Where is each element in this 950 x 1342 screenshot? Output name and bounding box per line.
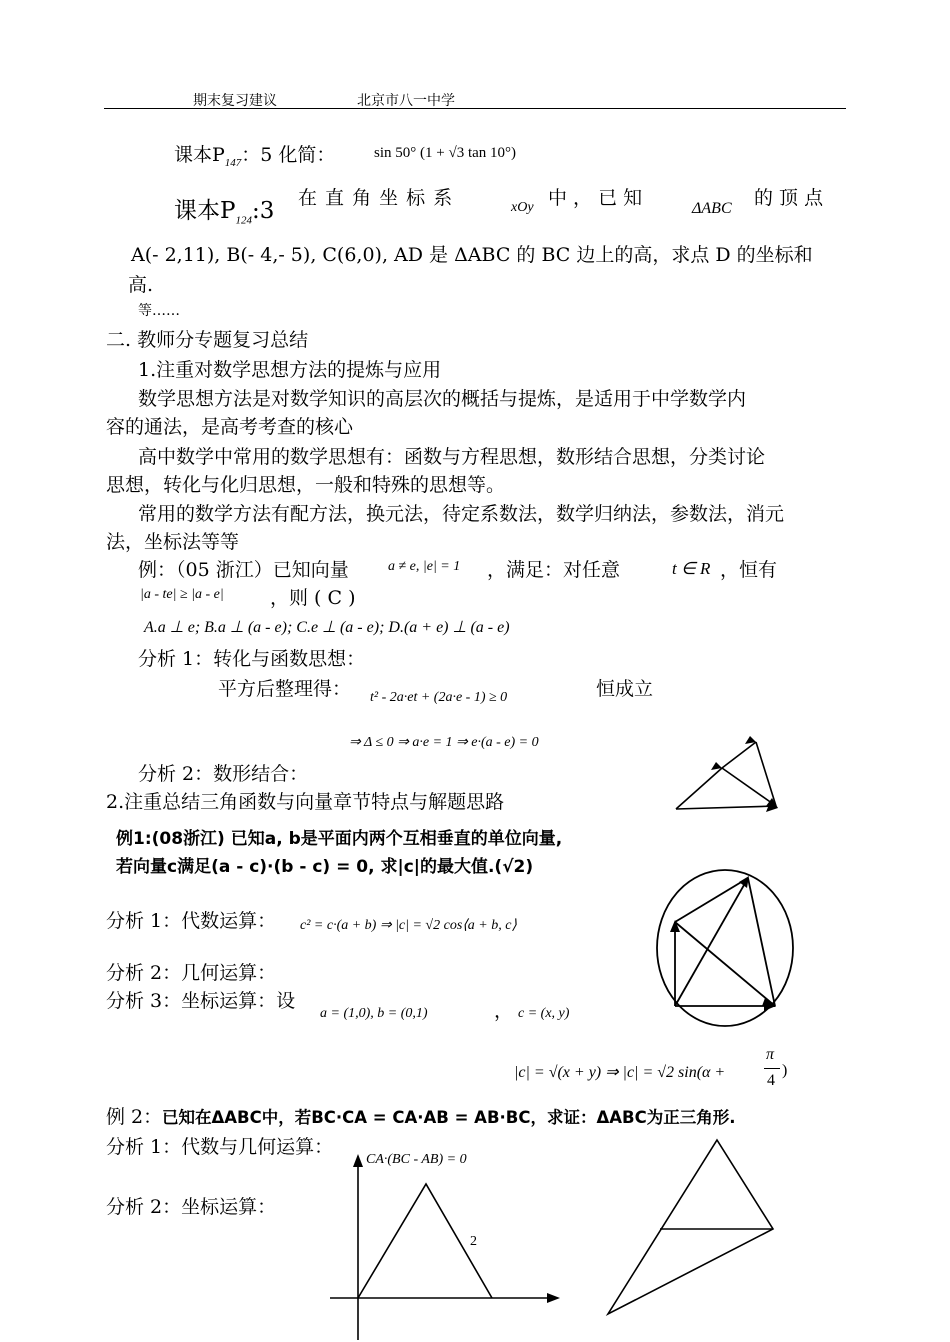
example-2-line1: 例1:(08浙江) 已知a, b是平面内两个互相垂直的单位向量,: [116, 829, 563, 849]
paragraph-3b: 法，坐标法等等: [106, 531, 240, 553]
analysis-1-formula: t² - 2a·et + (2a·e - 1) ≥ 0: [370, 690, 508, 705]
analysis-1-result: ⇒ Δ ≤ 0 ⇒ a·e = 1 ⇒ e·(a - e) = 0: [349, 735, 539, 750]
example-1-answer: ，则 ( C ): [270, 587, 356, 609]
example-1-inequality: |a - te| ≥ |a - e|: [140, 587, 224, 602]
analysis-b2: 分析 2：几何运算：: [106, 962, 277, 984]
paragraph-1a: 数学思想方法是对数学知识的高层次的概括与提炼，是适用于中学数学内: [138, 388, 747, 410]
section-two-title: 二. 教师分专题复习总结: [106, 329, 309, 351]
analysis-1-holds: 恒成立: [596, 678, 654, 700]
paragraph-3a: 常用的数学方法有配方法，换元法，待定系数法，数学归纳法，参数法，消元: [138, 503, 785, 525]
example-1-t: t ∈ R: [672, 559, 711, 578]
analysis-1: 分析 1：转化与函数思想：: [138, 648, 366, 670]
formula-simplify: sin 50° (1 + √3 tan 10°): [374, 145, 517, 161]
closing-paren: ): [782, 1062, 788, 1079]
subsection-1: 1.注重对数学思想方法的提炼与应用: [138, 359, 442, 381]
analysis-b3-basis: a = (1,0), b = (0,1): [320, 1006, 428, 1021]
analysis-b1-formula: c² = c·(a + b) ⇒ |c| = √2 cos⟨a + b, c⟩: [300, 918, 517, 933]
analysis-b3: 分析 3：坐标运算：设: [106, 990, 296, 1012]
example-1-mid: ，满足：对任意: [487, 559, 621, 581]
analysis-c1-formula: CA·(BC - AB) = 0: [366, 1152, 467, 1167]
example-3-statement: 已知在ΔABC中，若BC·CA = CA·AB = AB·BC，求证：ΔABC为正三角形.: [162, 1108, 736, 1127]
analysis-2: 分析 2：数形结合：: [138, 763, 309, 785]
header-right: 北京市八一中学: [357, 93, 455, 109]
paragraph-1b: 容的通法，是高考考查的核心: [106, 416, 354, 438]
example-3-label: 例 2：: [106, 1106, 163, 1128]
etc-text: 等……: [138, 303, 180, 319]
figure-label-2: 2: [470, 1234, 477, 1249]
paragraph-2b: 思想，转化与化归思想，一般和特殊的思想等。: [106, 474, 506, 496]
triangle-symbol: ΔABC: [692, 200, 732, 217]
analysis-b1: 分析 1：代数运算：: [106, 910, 277, 932]
textbook-ref-2: 课本$P_{124}:3$: [174, 198, 275, 227]
analysis-1-square: 平方后整理得：: [218, 678, 352, 700]
example-1-options: A.a ⊥ e; B.a ⊥ (a - e); C.e ⊥ (a - e); D.(a + e) ⊥ (a - e): [144, 619, 510, 636]
problem-height: 高.: [128, 274, 154, 296]
problem-vertices: A(- 2,11), B(- 4,- 5), C(6,0), AD 是 ΔABC 的 BC 边上的高，求点 D 的坐标和: [131, 244, 813, 266]
example-1-intro: 例：（05 浙江）已知向量: [138, 559, 349, 581]
xoy-symbol: xOy: [511, 200, 534, 215]
analysis-b3-c: c = (x, y): [518, 1006, 570, 1021]
pi-numerator: π: [766, 1046, 775, 1063]
header-left: 期末复习建议: [193, 93, 277, 109]
problem-text-c: 的 顶 点: [754, 187, 824, 209]
analysis-b3-comma: ，: [494, 1000, 514, 1022]
analysis-c1: 分析 1：代数与几何运算：: [106, 1136, 334, 1158]
four-denominator: 4: [767, 1072, 775, 1089]
textbook-ref-1: 课本$P_{147}$：5 化简：: [174, 144, 336, 169]
analysis-c2: 分析 2：坐标运算：: [106, 1196, 277, 1218]
analysis-b3-result: |c| = √(x + y) ⇒ |c| = √2 sin(α +: [514, 1064, 726, 1081]
example-2-line2: 若向量c满足(a - c)·(b - c) = 0, 求|c|的最大值.(√2): [116, 857, 534, 877]
problem-text-b: 中 ， 已 知: [548, 187, 643, 209]
subsection-2: 2.注重总结三角函数与向量章节特点与解题思路: [106, 791, 505, 813]
example-1-condition: a ≠ e, |e| = 1: [388, 559, 461, 574]
problem-text-a: 在 直 角 坐 标 系: [298, 187, 454, 209]
paragraph-2a: 高中数学中常用的数学思想有：函数与方程思想，数形结合思想，分类讨论: [138, 446, 766, 468]
example-1-end: ，恒有: [720, 559, 778, 581]
